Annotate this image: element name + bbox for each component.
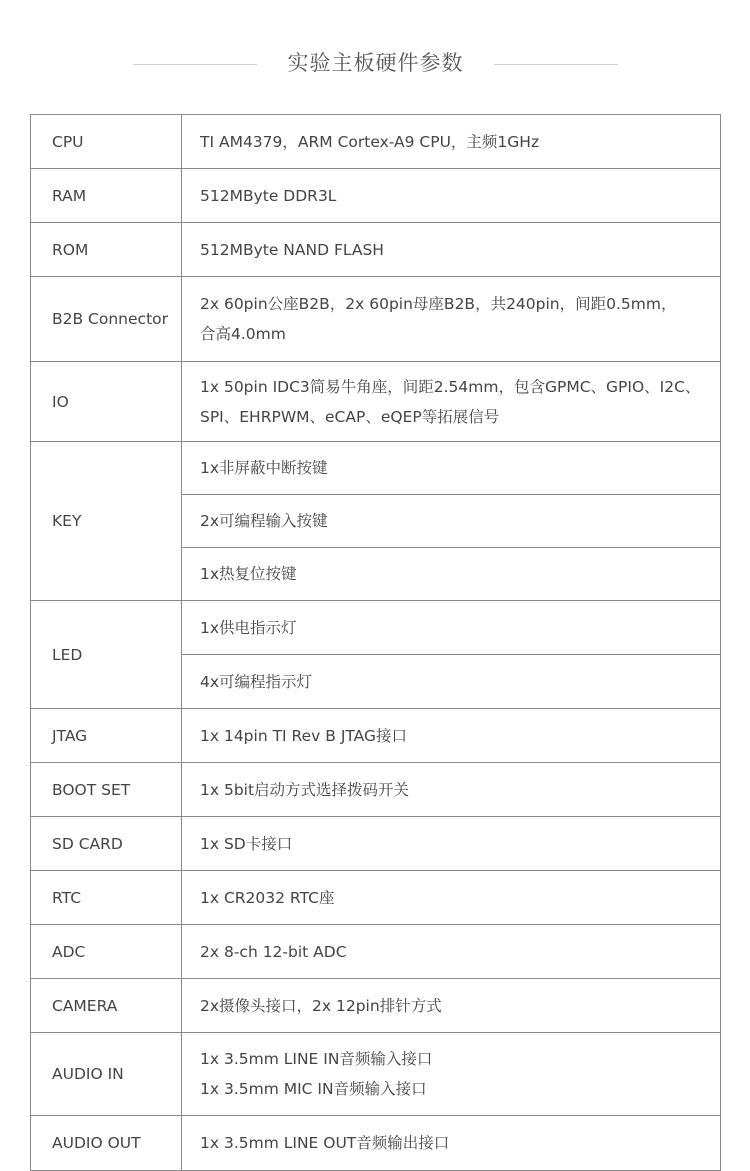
table-row xyxy=(31,169,721,223)
table-row xyxy=(31,277,721,362)
spec-value-line: 1x SD卡接口 xyxy=(200,834,293,853)
spec-value-line: 1x 5bit启动方式选择拨码开关 xyxy=(200,780,410,799)
table-row xyxy=(31,979,721,1033)
spec-label: AUDIO OUT xyxy=(31,1116,182,1171)
table-row xyxy=(31,115,721,169)
spec-value-line: 1x 3.5mm LINE IN音频输入接口 xyxy=(200,1050,433,1068)
table-row xyxy=(31,709,721,763)
spec-label: CAMERA xyxy=(31,979,182,1033)
spec-value-line: 合高4.0mm xyxy=(200,325,286,343)
spec-value xyxy=(182,1033,721,1116)
table-row xyxy=(31,362,721,442)
title-divider-right xyxy=(494,64,618,65)
spec-value xyxy=(182,169,721,223)
spec-value xyxy=(182,223,721,277)
spec-label: LED xyxy=(31,601,182,709)
spec-value-line: 512MByte DDR3L xyxy=(200,186,337,205)
spec-value-line: 1x 50pin IDC3简易牛角座，间距2.54mm，包含GPMC、GPIO、I2C、 xyxy=(200,377,701,396)
table-row xyxy=(31,1116,721,1171)
title-divider-left xyxy=(133,64,257,65)
spec-label: JTAG xyxy=(31,709,182,763)
table-row xyxy=(31,925,721,979)
spec-label: RTC xyxy=(31,871,182,925)
spec-label: RAM xyxy=(31,169,182,223)
spec-value xyxy=(182,601,721,655)
spec-value xyxy=(182,655,721,709)
spec-value-line: 2x 8-ch 12-bit ADC xyxy=(200,942,347,961)
spec-value xyxy=(182,277,721,362)
spec-value-line: 4x可编程指示灯 xyxy=(200,672,313,691)
table-row xyxy=(31,763,721,817)
section-header xyxy=(0,40,750,88)
spec-label: ADC xyxy=(31,925,182,979)
table-row xyxy=(31,871,721,925)
spec-label: CPU xyxy=(31,115,182,169)
spec-label: AUDIO IN xyxy=(31,1033,182,1116)
spec-label: B2B Connector xyxy=(31,277,182,362)
spec-value xyxy=(182,709,721,763)
spec-value-line: 1x 3.5mm LINE OUT音频输出接口 xyxy=(200,1134,450,1152)
spec-value-line: TI AM4379，ARM Cortex-A9 CPU，主频1GHz xyxy=(200,132,540,151)
spec-label: IO xyxy=(31,362,182,442)
spec-value-line: SPI、EHRPWM、eCAP、eQEP等拓展信号 xyxy=(200,407,500,426)
spec-value xyxy=(182,442,721,495)
spec-value-line: 1x热复位按键 xyxy=(200,565,297,583)
spec-value xyxy=(182,817,721,871)
spec-value-line: 2x 60pin公座B2B，2x 60pin母座B2B，共240pin，间距0.5mm， xyxy=(200,295,677,313)
spec-table-body xyxy=(31,115,721,1171)
table-row xyxy=(31,442,721,495)
spec-value-line: 2x可编程输入按键 xyxy=(200,512,328,530)
spec-value xyxy=(182,495,721,548)
spec-value xyxy=(182,925,721,979)
spec-value-line: 1x 14pin TI Rev B JTAG接口 xyxy=(200,726,407,745)
spec-value xyxy=(182,548,721,601)
spec-value xyxy=(182,1116,721,1171)
spec-value xyxy=(182,979,721,1033)
spec-table xyxy=(30,114,721,1171)
spec-value xyxy=(182,763,721,817)
spec-value-line: 2x摄像头接口，2x 12pin排针方式 xyxy=(200,996,442,1015)
spec-value xyxy=(182,115,721,169)
spec-value-line: 1x 3.5mm MIC IN音频输入接口 xyxy=(200,1080,427,1098)
spec-value xyxy=(182,362,721,442)
spec-value-line: 1x非屏蔽中断按键 xyxy=(200,459,328,477)
spec-label: KEY xyxy=(31,442,182,601)
table-row xyxy=(31,601,721,655)
spec-value-line: 1x供电指示灯 xyxy=(200,618,297,637)
spec-value xyxy=(182,871,721,925)
spec-label: SD CARD xyxy=(31,817,182,871)
spec-label: ROM xyxy=(31,223,182,277)
spec-value-line: 512MByte NAND FLASH xyxy=(200,240,384,259)
table-row xyxy=(31,817,721,871)
spec-value-line: 1x CR2032 RTC座 xyxy=(200,888,335,907)
table-row xyxy=(31,1033,721,1116)
table-row xyxy=(31,223,721,277)
spec-label: BOOT SET xyxy=(31,763,182,817)
page-title: 实验主板硬件参数 xyxy=(287,51,464,75)
